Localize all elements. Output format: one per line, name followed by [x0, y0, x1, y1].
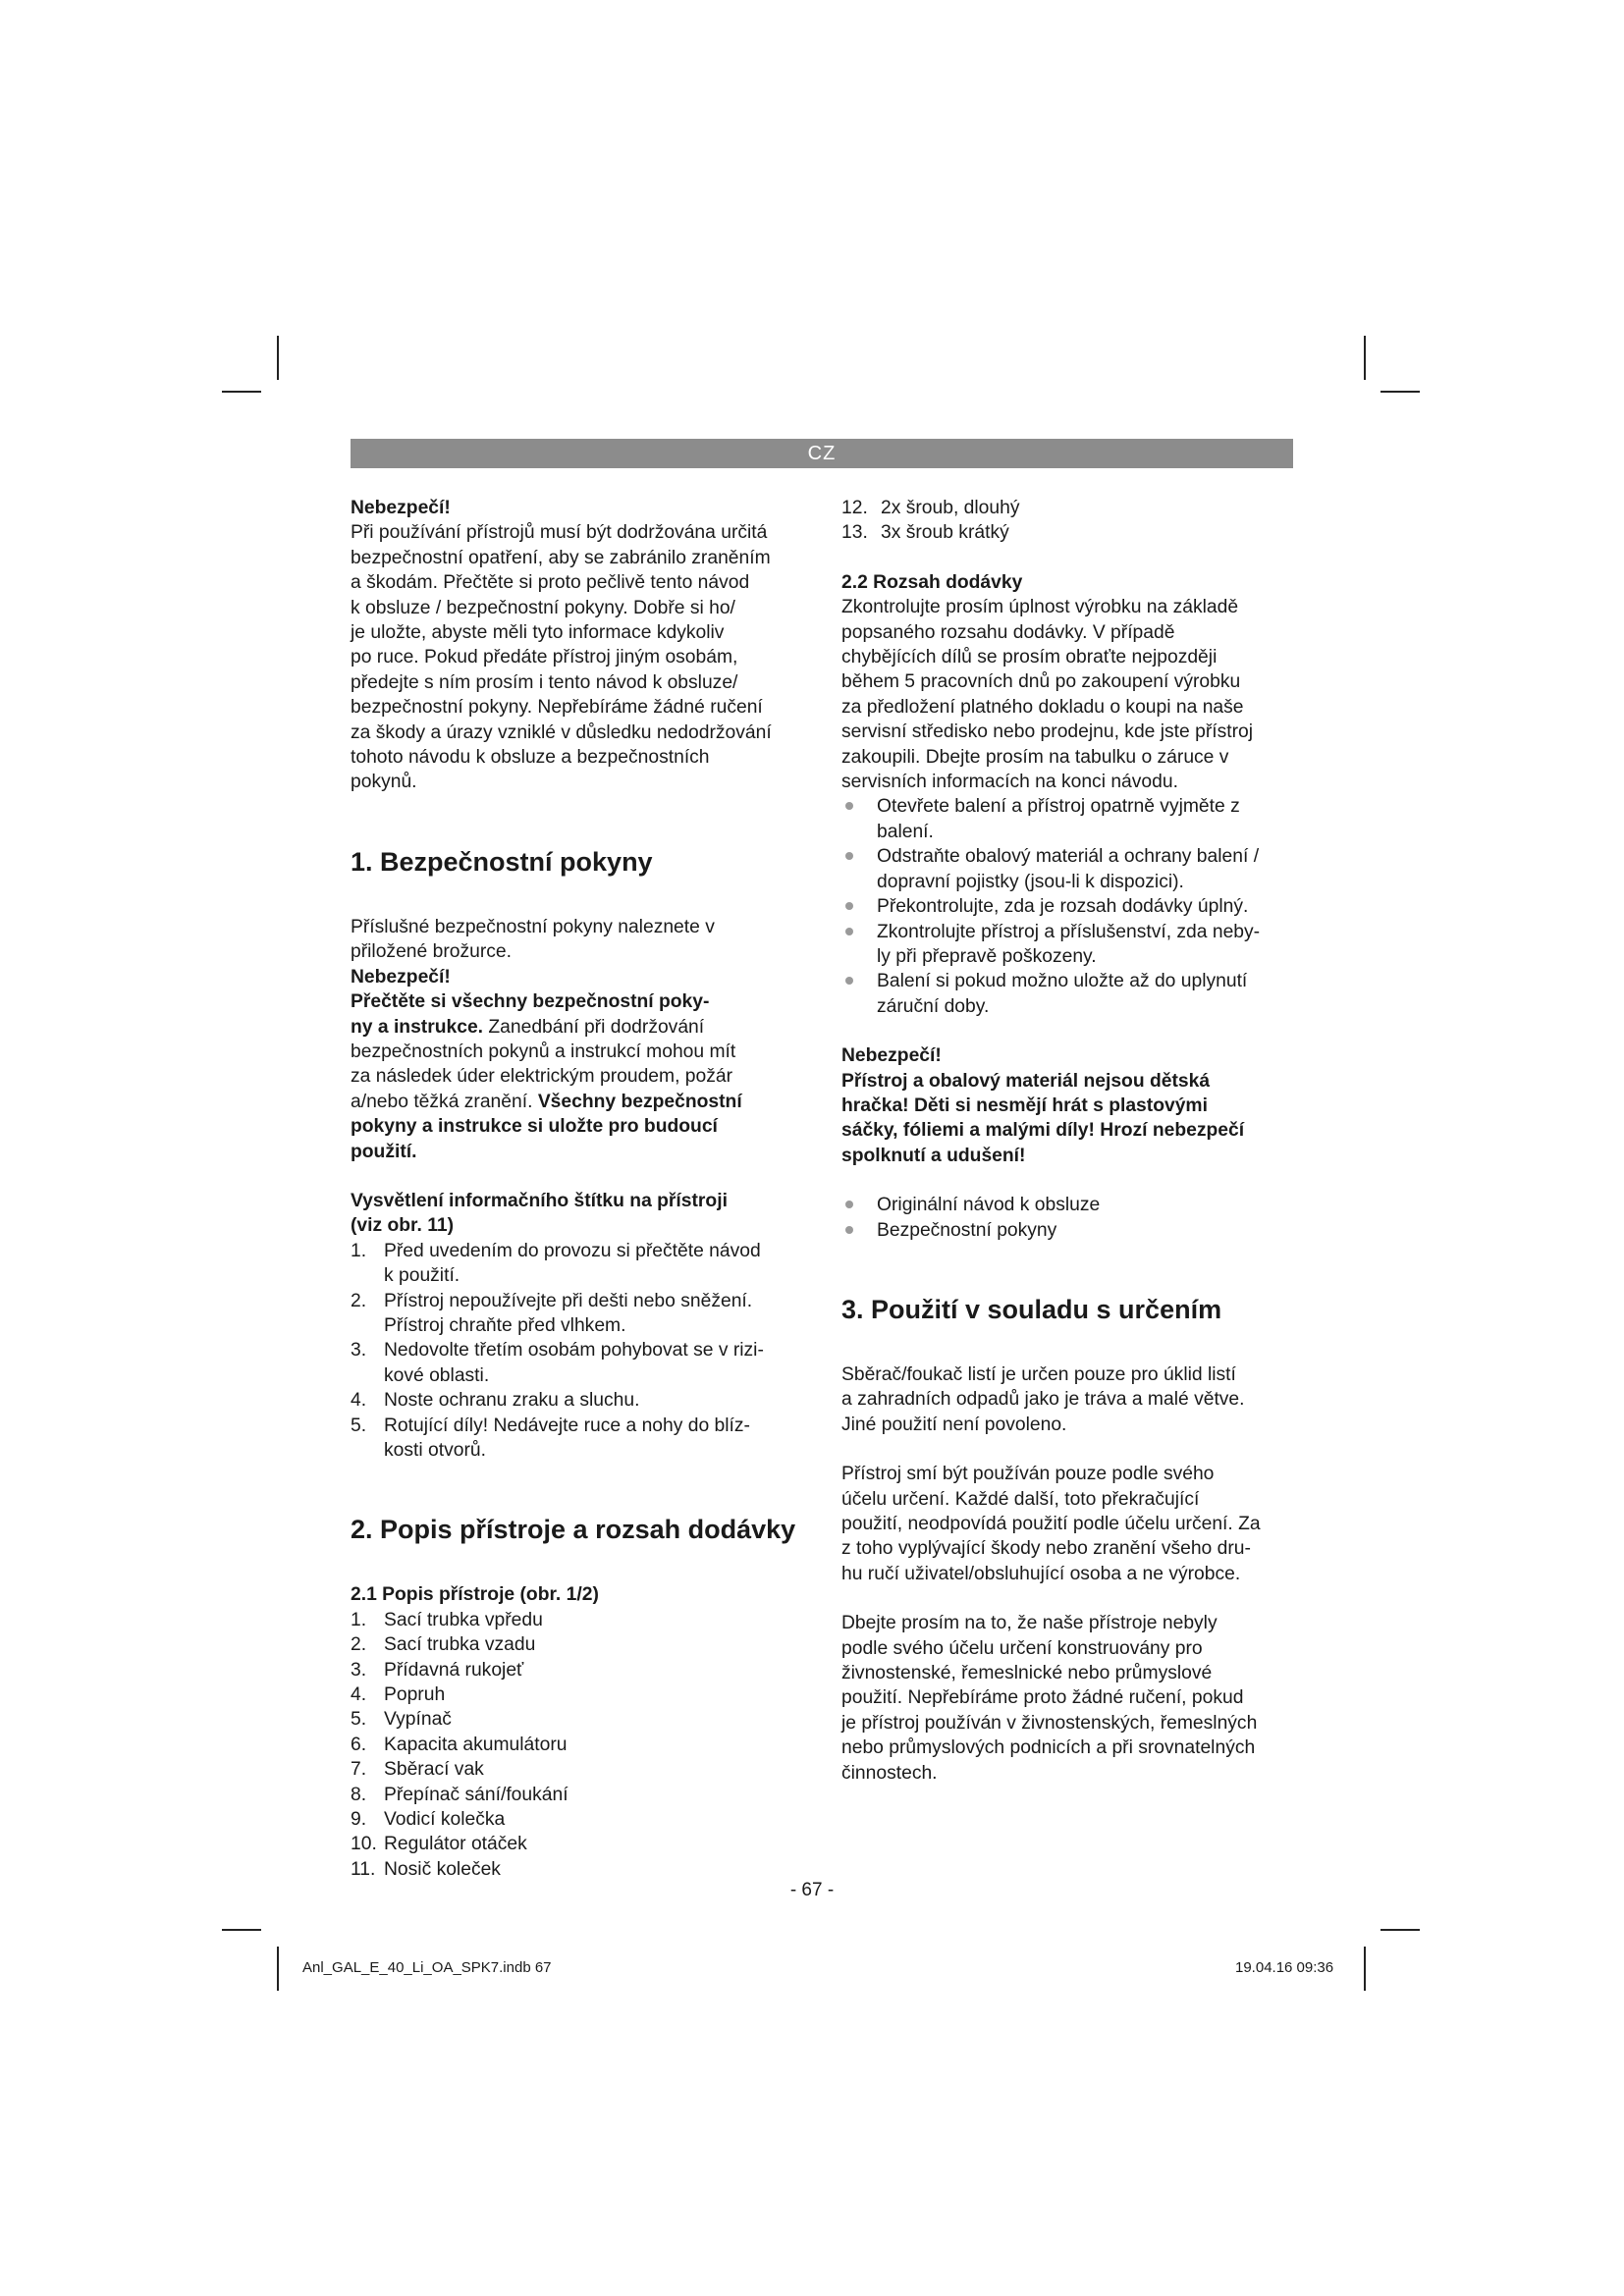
paragraph-line: nebo průmyslových podnicích a při srovnatelných	[841, 1737, 1256, 1759]
delivery-line: Zkontrolujte prosím úplnost výrobku na základě	[841, 597, 1239, 618]
bullet-text: Originální návod k obsluze	[877, 1195, 1101, 1216]
bullet-item	[841, 844, 1303, 894]
list-item	[351, 1682, 812, 1707]
safety-text: Zanedbání při dodržování	[483, 1016, 705, 1038]
bullet-icon	[845, 902, 853, 910]
paragraph-line: činnostech.	[841, 1762, 938, 1784]
danger-line: k obsluze / bezpečnostní pokyny. Dobře si ho/	[351, 597, 735, 618]
safety-text: a/nebo těžká zranění.	[351, 1091, 538, 1112]
safety-line	[351, 1090, 812, 1114]
list-number: 8.	[351, 1784, 367, 1805]
list-item	[351, 1608, 812, 1632]
list-number: 1.	[351, 1609, 367, 1630]
paragraph-line: a zahradních odpadů jako je tráva a malé větve.	[841, 1389, 1245, 1411]
bullet-item	[841, 794, 1303, 844]
list-text: Před uvedením do provozu si přečtěte návod	[384, 1240, 761, 1261]
list-number: 6.	[351, 1734, 367, 1755]
list-text: kosti otvorů.	[384, 1440, 486, 1461]
danger-line: tohoto návodu k obsluze a bezpečnostních	[351, 747, 710, 769]
bullet-text: ly při přepravě poškozeny.	[877, 945, 1097, 967]
list-number: 4.	[351, 1684, 367, 1706]
list-text: Sběrací vak	[384, 1759, 484, 1781]
bullet-item	[841, 969, 1303, 1019]
safety-line: bezpečnostních pokynů a instrukcí mohou mít	[351, 1041, 736, 1062]
label-heading-line: (viz obr. 11)	[351, 1215, 455, 1237]
list-number: 5.	[351, 1709, 367, 1731]
paragraph-line: podle svého účelu určení konstruovány pro	[841, 1637, 1203, 1659]
paragraph-line: Sběrač/foukač listí je určen pouze pro úklid listí	[841, 1363, 1236, 1385]
safety-intro	[351, 915, 812, 965]
list-text: Přídavná rukojeť	[384, 1659, 524, 1681]
danger-line: po ruce. Pokud předáte přístroj jiným osobám,	[351, 647, 738, 668]
list-text: Přístroj nepoužívejte při dešti nebo sněžení.	[384, 1290, 753, 1311]
list-number: 5.	[351, 1415, 367, 1436]
list-number: 13.	[841, 522, 868, 544]
delivery-paragraph	[841, 595, 1303, 794]
bullet-icon	[845, 928, 853, 935]
paragraph-line: z toho vyplývající škody nebo zranění všeho dru-	[841, 1538, 1251, 1560]
danger-line: je uložte, abyste měli tyto informace kdykoliv	[351, 622, 725, 644]
bullet-icon	[845, 802, 853, 810]
parts-list	[351, 1608, 812, 1882]
bullet-text: záruční doby.	[877, 995, 990, 1017]
left-column	[351, 496, 812, 1882]
list-text: 3x šroub krátký	[881, 522, 1009, 544]
list-item	[351, 1733, 812, 1757]
intro-line: Příslušné bezpečnostní pokyny naleznete v	[351, 916, 715, 937]
delivery-line: zakoupili. Dbejte prosím na tabulku o záruce v	[841, 746, 1229, 768]
list-number: 1.	[351, 1240, 367, 1261]
crop-mark	[277, 1947, 279, 1991]
bullet-item	[841, 894, 1303, 919]
crop-mark	[1364, 336, 1366, 380]
crop-mark	[1380, 391, 1420, 393]
footer-timestamp: 19.04.16 09:36	[1235, 1959, 1334, 1976]
intended-use-paragraph	[841, 1462, 1303, 1586]
crop-mark	[1380, 1929, 1420, 1931]
bullet-text: Balení si pokud možno uložte až do uplynutí	[877, 971, 1248, 992]
list-text: Nedovolte třetím osobám pohybovat se v rizi-	[384, 1340, 764, 1362]
safety-line: za následek úder elektrickým proudem, požár	[351, 1066, 733, 1088]
bullet-text: Otevřete balení a přístroj opatrně vyjměte z	[877, 796, 1240, 818]
danger-line: za škody a úrazy vzniklé v důsledku nedodržování	[351, 721, 772, 743]
danger-title: Nebezpečí!	[351, 498, 451, 518]
parts-list-continued	[841, 496, 1303, 546]
bullet-item	[841, 1193, 1303, 1217]
safety-line	[351, 1015, 812, 1040]
list-text: Přepínač sání/foukání	[384, 1784, 568, 1805]
paragraph-line: Přístroj smí být používán pouze podle svého	[841, 1464, 1215, 1485]
section-1-heading: 1. Bezpečnostní pokyny	[351, 846, 653, 877]
bullet-text: Překontrolujte, zda je rozsah dodávky úplný.	[877, 896, 1249, 918]
bullet-item	[841, 920, 1303, 970]
danger-line: Při používání přístrojů musí být dodržována určitá	[351, 522, 768, 544]
footer-file-name: Anl_GAL_E_40_Li_OA_SPK7.indb 67	[302, 1959, 552, 1976]
section-3-heading: 3. Použití v souladu s určením	[841, 1294, 1222, 1324]
subsection-2-1-heading: 2.1 Popis přístroje (obr. 1/2)	[351, 1584, 599, 1606]
list-text: Nosič koleček	[384, 1858, 501, 1880]
bullet-icon	[845, 977, 853, 985]
bullet-icon	[845, 1226, 853, 1234]
danger-title: Nebezpečí!	[841, 1045, 942, 1067]
list-number: 7.	[351, 1759, 367, 1781]
list-item	[351, 1289, 812, 1339]
list-item	[841, 520, 1303, 545]
delivery-line: servisních informacích na konci návodu.	[841, 772, 1178, 793]
right-column	[841, 496, 1303, 1786]
intended-use-paragraph	[841, 1362, 1303, 1437]
list-item	[351, 1338, 812, 1388]
list-item	[351, 1807, 812, 1832]
safety-bold-tail	[351, 1114, 812, 1164]
list-text: Sací trubka vzadu	[384, 1634, 536, 1656]
safety-bold-text: Všechny bezpečnostní	[537, 1091, 742, 1112]
safety-bold-line: pokyny a instrukce si uložte pro budoucí	[351, 1116, 718, 1138]
danger-title: Nebezpečí!	[351, 966, 451, 988]
danger-line: bezpečnostní opatření, aby se zabránilo zraněním	[351, 547, 771, 568]
danger-line: a škodám. Přečtěte si proto pečlivě tento návod	[351, 572, 750, 594]
safety-bold-line: použití.	[351, 1141, 417, 1162]
paragraph-line: je přístroj používán v živnostenských, řemeslných	[841, 1712, 1258, 1734]
list-number: 2.	[351, 1290, 367, 1311]
danger-warning-line: sáčky, fóliemi a malými díly! Hrozí nebezpečí	[841, 1120, 1245, 1142]
danger-warning-line: Přístroj a obalový materiál nejsou dětská	[841, 1070, 1211, 1092]
list-text: Sací trubka vpředu	[384, 1609, 543, 1630]
list-item	[351, 1857, 812, 1882]
label-heading	[351, 1189, 812, 1239]
language-bar	[351, 439, 1293, 468]
danger-warning	[841, 1069, 1303, 1169]
bullet-text: Bezpečnostní pokyny	[877, 1219, 1057, 1241]
danger-line: předejte s ním prosím i tento návod k obsluze/	[351, 671, 738, 693]
page-number: - 67 -	[789, 1880, 835, 1900]
list-text: Popruh	[384, 1684, 446, 1706]
list-item	[351, 1632, 812, 1657]
paragraph-line: živnostenské, řemeslnické nebo průmyslové	[841, 1663, 1213, 1684]
danger-line: bezpečnostní pokyny. Nepřebíráme žádné ručení	[351, 697, 763, 719]
paragraph-line: účelu určení. Každé další, toto překračující	[841, 1488, 1200, 1510]
list-item	[351, 1388, 812, 1413]
included-documents	[841, 1193, 1303, 1243]
paragraph-line: hu ručí uživatel/obsluhující osoba a ne výrobce.	[841, 1563, 1241, 1584]
list-text: 2x šroub, dlouhý	[881, 498, 1020, 518]
list-item	[351, 1832, 812, 1856]
delivery-line: servisní středisko nebo prodejnu, kde jste přístroj	[841, 721, 1254, 743]
crop-mark	[222, 391, 261, 393]
label-items-list	[351, 1239, 812, 1464]
bullet-icon	[845, 1201, 853, 1208]
list-item	[351, 1783, 812, 1807]
delivery-line: za předložení platného dokladu o koupi na naše	[841, 696, 1244, 718]
bullet-icon	[845, 852, 853, 860]
bullet-text: dopravní pojistky (jsou-li k dispozici).	[877, 871, 1184, 892]
list-item	[351, 1707, 812, 1732]
intended-use-paragraph	[841, 1611, 1303, 1786]
paragraph-line: Jiné použití není povoleno.	[841, 1414, 1067, 1435]
list-number: 12.	[841, 498, 868, 518]
list-number: 2.	[351, 1634, 367, 1656]
list-item	[351, 1658, 812, 1682]
section-2-heading: 2. Popis přístroje a rozsah dodávky	[351, 1515, 796, 1545]
bullet-item	[841, 1218, 1303, 1243]
list-item	[351, 1239, 812, 1289]
list-text: Přístroj chraňte před vlhkem.	[384, 1314, 626, 1336]
crop-mark	[222, 1929, 261, 1931]
bullet-text: Zkontrolujte přístroj a příslušenství, zda neby-	[877, 921, 1261, 942]
crop-mark	[1364, 1947, 1366, 1991]
paragraph-line: Dbejte prosím na to, že naše přístroje nebyly	[841, 1613, 1218, 1634]
list-number: 4.	[351, 1390, 367, 1412]
list-text: k použití.	[384, 1265, 460, 1287]
list-number: 10.	[351, 1834, 377, 1855]
crop-mark	[277, 336, 279, 380]
danger-paragraph	[351, 520, 812, 794]
subsection-2-2-heading: 2.2 Rozsah dodávky	[841, 571, 1023, 593]
delivery-line: popsaného rozsahu dodávky. V případě	[841, 621, 1175, 643]
bullet-text: Odstraňte obalový materiál a ochrany balení /	[877, 846, 1260, 868]
paragraph-line: použití, neodpovídá použití podle účelu určení. Za	[841, 1514, 1261, 1534]
list-number: 9.	[351, 1809, 367, 1831]
list-item	[841, 496, 1303, 520]
list-number: 3.	[351, 1340, 367, 1362]
label-heading-line: Vysvětlení informačního štítku na přístroji	[351, 1190, 728, 1211]
list-text: Vodicí kolečka	[384, 1809, 506, 1831]
danger-warning-line: spolknutí a udušení!	[841, 1145, 1026, 1166]
list-text: Rotující díly! Nedávejte ruce a nohy do blíz-	[384, 1415, 750, 1436]
delivery-line: během 5 pracovních dnů po zakoupení výrobku	[841, 671, 1241, 693]
delivery-line: chybějících dílů se prosím obraťte nejpozději	[841, 647, 1218, 668]
delivery-bullets	[841, 794, 1303, 1019]
list-text: kové oblasti.	[384, 1364, 490, 1386]
list-text: Noste ochranu zraku a sluchu.	[384, 1390, 640, 1412]
list-number: 11.	[351, 1858, 376, 1880]
list-text: Kapacita akumulátoru	[384, 1734, 568, 1755]
list-item	[351, 1414, 812, 1464]
language-tag: CZ	[807, 443, 837, 464]
safety-bold-line: Přečtěte si všechny bezpečnostní poky-	[351, 991, 710, 1013]
danger-warning-line: hračka! Děti si nesmějí hrát s plastovými	[841, 1095, 1208, 1116]
list-item	[351, 1757, 812, 1782]
list-text: Regulátor otáček	[384, 1834, 527, 1855]
paragraph-line: použití. Nepřebíráme proto žádné ručení, pokud	[841, 1687, 1244, 1709]
danger-line: pokynů.	[351, 772, 417, 793]
list-number: 3.	[351, 1659, 367, 1681]
intro-line: přiložené brožurce.	[351, 941, 512, 963]
list-text: Vypínač	[384, 1709, 452, 1731]
safety-bold-text: ny a instrukce.	[351, 1016, 484, 1038]
bullet-text: balení.	[877, 821, 934, 842]
